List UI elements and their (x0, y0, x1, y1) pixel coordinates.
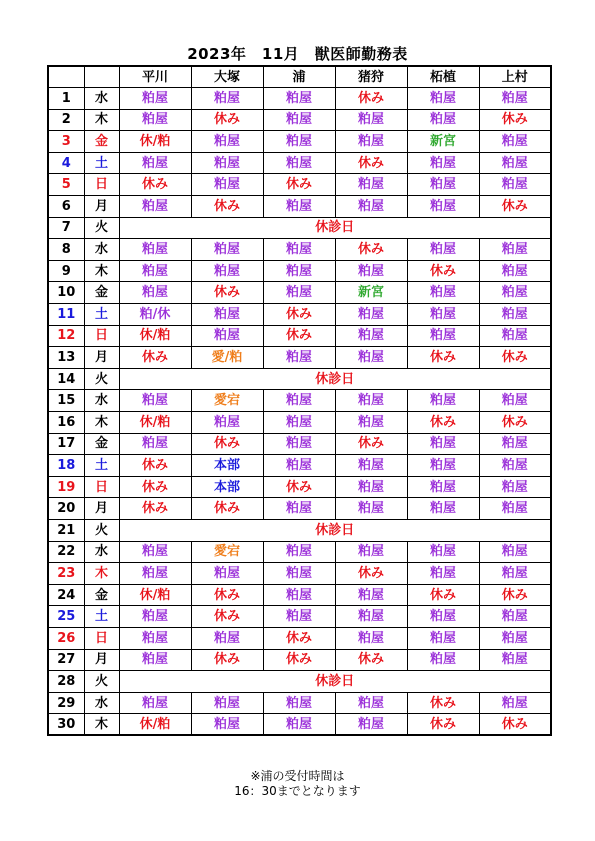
day-number: 18 (48, 455, 84, 477)
schedule-row (48, 282, 551, 304)
shift-cell: 粕屋 (407, 174, 479, 196)
shift-cell: 粕屋 (407, 476, 479, 498)
day-number: 24 (48, 584, 84, 606)
shift-cell: 休み (335, 433, 407, 455)
weekday: 土 (84, 455, 119, 477)
schedule-row (48, 260, 551, 282)
schedule-row (48, 109, 551, 131)
shift-cell: 休/粕 (119, 412, 191, 434)
shift-cell: 休み (407, 584, 479, 606)
day-number: 1 (48, 88, 84, 110)
weekday: 金 (84, 282, 119, 304)
shift-cell: 粕屋 (407, 498, 479, 520)
day-number: 14 (48, 368, 84, 390)
schedule-row (48, 498, 551, 520)
shift-cell: 休/粕 (119, 714, 191, 736)
shift-cell: 粕屋 (479, 131, 551, 153)
day-number: 6 (48, 196, 84, 218)
weekday: 土 (84, 606, 119, 628)
shift-cell: 粕屋 (479, 606, 551, 628)
shift-cell: 休み (191, 433, 263, 455)
shift-cell: 粕屋 (407, 563, 479, 585)
staff-header: 上村 (479, 66, 551, 88)
shift-cell: 粕屋 (407, 455, 479, 477)
shift-cell: 粕屋 (335, 476, 407, 498)
shift-cell: 粕屋 (191, 260, 263, 282)
shift-cell: 休み (191, 196, 263, 218)
day-number: 7 (48, 217, 84, 239)
shift-cell: 休み (335, 649, 407, 671)
shift-cell: 粕屋 (119, 282, 191, 304)
schedule-row (48, 627, 551, 649)
shift-cell: 粕屋 (407, 109, 479, 131)
shift-cell: 休み (479, 109, 551, 131)
shift-cell: 休み (119, 476, 191, 498)
header-day-cell (48, 66, 84, 88)
shift-cell: 粕屋 (407, 325, 479, 347)
shift-cell: 粕屋 (479, 627, 551, 649)
closed-day-cell: 休診日 (119, 217, 551, 239)
shift-cell: 休み (335, 152, 407, 174)
shift-cell: 休み (479, 584, 551, 606)
schedule-body (48, 88, 551, 736)
shift-cell: 愛宕 (191, 390, 263, 412)
shift-cell: 休み (479, 412, 551, 434)
shift-cell: 粕屋 (479, 649, 551, 671)
shift-cell: 休み (479, 714, 551, 736)
shift-cell: 休み (407, 260, 479, 282)
shift-cell: 休/粕 (119, 325, 191, 347)
schedule-row (48, 196, 551, 218)
shift-cell: 粕屋 (191, 131, 263, 153)
shift-cell: 粕屋 (191, 152, 263, 174)
weekday: 火 (84, 217, 119, 239)
day-number: 12 (48, 325, 84, 347)
shift-cell: 休み (263, 649, 335, 671)
schedule-row (48, 519, 551, 541)
day-number: 19 (48, 476, 84, 498)
schedule-table (47, 65, 552, 736)
schedule-row (48, 88, 551, 110)
shift-cell: 粕屋 (191, 692, 263, 714)
shift-cell: 粕屋 (263, 260, 335, 282)
shift-cell: 粕屋 (263, 692, 335, 714)
shift-cell: 粕屋 (263, 498, 335, 520)
weekday: 木 (84, 714, 119, 736)
shift-cell: 休み (263, 174, 335, 196)
shift-cell: 粕屋 (479, 88, 551, 110)
shift-cell: 粕屋 (263, 196, 335, 218)
shift-cell: 粕屋 (407, 239, 479, 261)
shift-cell: 粕屋 (191, 325, 263, 347)
shift-cell: 休み (191, 282, 263, 304)
schedule-row (48, 131, 551, 153)
weekday: 火 (84, 671, 119, 693)
day-number: 29 (48, 692, 84, 714)
schedule-row (48, 368, 551, 390)
day-number: 3 (48, 131, 84, 153)
shift-cell: 休み (119, 498, 191, 520)
shift-cell: 休み (119, 455, 191, 477)
shift-cell: 粕屋 (479, 433, 551, 455)
schedule-row (48, 412, 551, 434)
shift-cell: 粕屋 (335, 541, 407, 563)
shift-cell: 休み (191, 649, 263, 671)
day-number: 13 (48, 347, 84, 369)
shift-cell: 粕屋 (119, 196, 191, 218)
schedule-row (48, 671, 551, 693)
shift-cell: 粕屋 (119, 390, 191, 412)
shift-cell: 粕屋 (407, 649, 479, 671)
day-number: 10 (48, 282, 84, 304)
shift-cell: 粕屋 (191, 714, 263, 736)
shift-cell: 粕屋 (407, 196, 479, 218)
shift-cell: 休み (119, 174, 191, 196)
shift-cell: 粕屋 (263, 606, 335, 628)
shift-cell: 粕屋 (335, 455, 407, 477)
shift-cell: 粕屋 (335, 196, 407, 218)
weekday: 火 (84, 519, 119, 541)
shift-cell: 粕屋 (335, 109, 407, 131)
staff-header: 柘植 (407, 66, 479, 88)
weekday: 水 (84, 88, 119, 110)
weekday: 土 (84, 152, 119, 174)
shift-cell: 粕屋 (191, 412, 263, 434)
shift-cell: 粕屋 (479, 174, 551, 196)
schedule-row (48, 563, 551, 585)
shift-cell: 粕屋 (407, 606, 479, 628)
shift-cell: 粕屋 (479, 455, 551, 477)
shift-cell: 粕屋 (407, 541, 479, 563)
shift-cell: 休み (119, 347, 191, 369)
shift-cell: 粕屋 (119, 239, 191, 261)
shift-cell: 休み (479, 196, 551, 218)
day-number: 25 (48, 606, 84, 628)
shift-cell: 粕屋 (119, 606, 191, 628)
schedule-row (48, 714, 551, 736)
closed-day-cell: 休診日 (119, 519, 551, 541)
shift-cell: 愛/粕 (191, 347, 263, 369)
shift-cell: 休み (407, 692, 479, 714)
day-number: 21 (48, 519, 84, 541)
day-number: 2 (48, 109, 84, 131)
shift-cell: 粕屋 (335, 131, 407, 153)
shift-cell: 粕屋 (263, 282, 335, 304)
shift-cell: 粕屋 (335, 304, 407, 326)
day-number: 20 (48, 498, 84, 520)
schedule-row (48, 347, 551, 369)
shift-cell: 粕屋 (263, 433, 335, 455)
shift-cell: 粕屋 (263, 88, 335, 110)
weekday: 木 (84, 563, 119, 585)
shift-cell: 粕屋 (119, 152, 191, 174)
schedule-row (48, 217, 551, 239)
weekday: 水 (84, 239, 119, 261)
shift-cell: 粕屋 (407, 390, 479, 412)
weekday: 水 (84, 390, 119, 412)
day-number: 30 (48, 714, 84, 736)
shift-cell: 休み (263, 476, 335, 498)
weekday: 木 (84, 260, 119, 282)
shift-cell: 粕屋 (263, 109, 335, 131)
shift-cell: 粕屋 (335, 174, 407, 196)
schedule-row (48, 239, 551, 261)
shift-cell: 粕屋 (479, 304, 551, 326)
shift-cell: 粕屋 (191, 627, 263, 649)
shift-cell: 休み (263, 304, 335, 326)
shift-cell: 愛宕 (191, 541, 263, 563)
shift-cell: 休み (191, 498, 263, 520)
shift-cell: 休み (263, 627, 335, 649)
shift-cell: 粕屋 (119, 541, 191, 563)
day-number: 22 (48, 541, 84, 563)
weekday: 日 (84, 325, 119, 347)
shift-cell: 粕/休 (119, 304, 191, 326)
shift-cell: 粕屋 (263, 714, 335, 736)
staff-header: 浦 (263, 66, 335, 88)
weekday: 日 (84, 174, 119, 196)
weekday: 月 (84, 498, 119, 520)
shift-cell: 粕屋 (479, 692, 551, 714)
staff-header: 大塚 (191, 66, 263, 88)
shift-cell: 粕屋 (119, 88, 191, 110)
schedule-row (48, 325, 551, 347)
page-title: 2023年 11月 獣医師勤務表 (187, 45, 408, 63)
shift-cell: 粕屋 (335, 498, 407, 520)
shift-cell: 粕屋 (479, 152, 551, 174)
shift-cell: 粕屋 (335, 714, 407, 736)
weekday: 月 (84, 196, 119, 218)
shift-cell: 粕屋 (191, 88, 263, 110)
shift-cell: 粕屋 (119, 649, 191, 671)
shift-cell: 粕屋 (479, 325, 551, 347)
schedule-row (48, 455, 551, 477)
weekday: 月 (84, 649, 119, 671)
footer-note-line1: ※浦の受付時間は (250, 769, 345, 783)
shift-cell: 粕屋 (335, 692, 407, 714)
schedule-row (48, 606, 551, 628)
shift-cell: 休み (407, 412, 479, 434)
shift-cell: 休み (191, 584, 263, 606)
shift-cell: 新宮 (335, 282, 407, 304)
shift-cell: 本部 (191, 455, 263, 477)
day-number: 11 (48, 304, 84, 326)
shift-cell: 休み (191, 606, 263, 628)
schedule-row (48, 541, 551, 563)
shift-cell: 粕屋 (119, 109, 191, 131)
header-weekday-cell (84, 66, 119, 88)
shift-cell: 粕屋 (479, 390, 551, 412)
shift-cell: 粕屋 (263, 152, 335, 174)
weekday: 金 (84, 433, 119, 455)
shift-cell: 粕屋 (407, 88, 479, 110)
shift-cell: 粕屋 (263, 412, 335, 434)
day-number: 15 (48, 390, 84, 412)
shift-cell: 粕屋 (191, 563, 263, 585)
shift-cell: 粕屋 (119, 563, 191, 585)
shift-cell: 休/粕 (119, 584, 191, 606)
weekday: 火 (84, 368, 119, 390)
shift-cell: 休み (407, 347, 479, 369)
shift-cell: 粕屋 (335, 390, 407, 412)
shift-cell: 休み (335, 239, 407, 261)
shift-cell: 粕屋 (191, 239, 263, 261)
day-number: 8 (48, 239, 84, 261)
shift-cell: 粕屋 (263, 239, 335, 261)
shift-cell: 休み (335, 563, 407, 585)
shift-cell: 粕屋 (407, 304, 479, 326)
footer-note-line2: 16：30までとなります (234, 784, 361, 798)
weekday: 金 (84, 584, 119, 606)
shift-cell: 粕屋 (479, 476, 551, 498)
schedule-row (48, 476, 551, 498)
shift-cell: 粕屋 (407, 433, 479, 455)
schedule-row (48, 390, 551, 412)
schedule-row (48, 152, 551, 174)
shift-cell: 休/粕 (119, 131, 191, 153)
shift-cell: 粕屋 (335, 412, 407, 434)
weekday: 水 (84, 541, 119, 563)
shift-cell: 粕屋 (479, 541, 551, 563)
day-number: 26 (48, 627, 84, 649)
day-number: 4 (48, 152, 84, 174)
weekday: 日 (84, 476, 119, 498)
shift-cell: 粕屋 (263, 131, 335, 153)
day-number: 27 (48, 649, 84, 671)
staff-header: 猪狩 (335, 66, 407, 88)
shift-cell: 粕屋 (407, 282, 479, 304)
shift-cell: 粕屋 (263, 347, 335, 369)
shift-cell: 粕屋 (479, 239, 551, 261)
day-number: 23 (48, 563, 84, 585)
shift-cell: 粕屋 (407, 152, 479, 174)
shift-cell: 粕屋 (407, 627, 479, 649)
shift-cell: 粕屋 (335, 627, 407, 649)
schedule-row (48, 174, 551, 196)
shift-cell: 休み (191, 109, 263, 131)
schedule-row (48, 584, 551, 606)
shift-cell: 粕屋 (191, 304, 263, 326)
weekday: 月 (84, 347, 119, 369)
schedule-row (48, 304, 551, 326)
shift-cell: 粕屋 (479, 498, 551, 520)
weekday: 土 (84, 304, 119, 326)
closed-day-cell: 休診日 (119, 368, 551, 390)
shift-cell: 粕屋 (335, 260, 407, 282)
schedule-row (48, 433, 551, 455)
shift-cell: 粕屋 (119, 260, 191, 282)
shift-cell: 粕屋 (479, 282, 551, 304)
shift-cell: 粕屋 (263, 455, 335, 477)
schedule-row (48, 692, 551, 714)
schedule-row (48, 649, 551, 671)
shift-cell: 粕屋 (191, 174, 263, 196)
day-number: 28 (48, 671, 84, 693)
weekday: 木 (84, 412, 119, 434)
shift-cell: 新宮 (407, 131, 479, 153)
closed-day-cell: 休診日 (119, 671, 551, 693)
day-number: 16 (48, 412, 84, 434)
shift-cell: 粕屋 (335, 325, 407, 347)
shift-cell: 粕屋 (335, 347, 407, 369)
staff-header: 平川 (119, 66, 191, 88)
shift-cell: 休み (479, 347, 551, 369)
shift-cell: 粕屋 (263, 390, 335, 412)
weekday: 金 (84, 131, 119, 153)
shift-cell: 粕屋 (119, 433, 191, 455)
shift-cell: 粕屋 (263, 584, 335, 606)
shift-cell: 粕屋 (479, 563, 551, 585)
weekday: 水 (84, 692, 119, 714)
weekday: 木 (84, 109, 119, 131)
shift-cell: 粕屋 (335, 606, 407, 628)
day-number: 9 (48, 260, 84, 282)
header-row (48, 66, 551, 88)
shift-cell: 粕屋 (263, 563, 335, 585)
day-number: 17 (48, 433, 84, 455)
shift-cell: 粕屋 (119, 692, 191, 714)
shift-cell: 休み (335, 88, 407, 110)
day-number: 5 (48, 174, 84, 196)
shift-cell: 粕屋 (119, 627, 191, 649)
shift-cell: 粕屋 (479, 260, 551, 282)
weekday: 日 (84, 627, 119, 649)
shift-cell: 粕屋 (263, 541, 335, 563)
shift-cell: 休み (407, 714, 479, 736)
shift-cell: 粕屋 (335, 584, 407, 606)
shift-cell: 本部 (191, 476, 263, 498)
shift-cell: 休み (263, 325, 335, 347)
